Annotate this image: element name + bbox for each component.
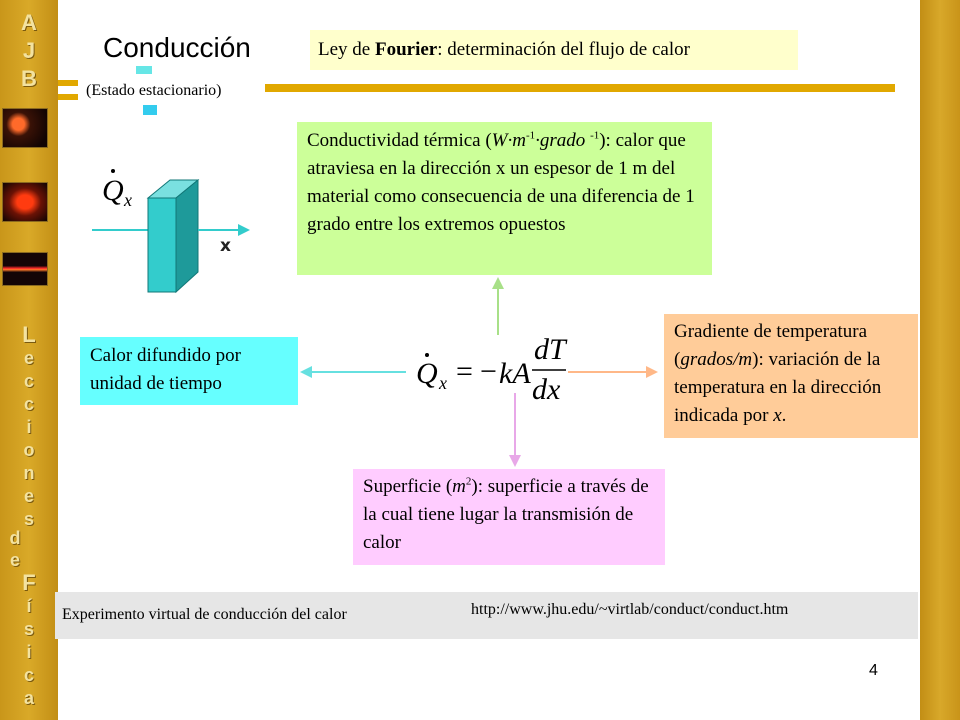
sidebar-vertical-letter: F [22, 570, 36, 595]
virtual-experiment-label: Experimento virtual de conducción del calor [62, 606, 347, 623]
decor-bar-left-1 [58, 80, 78, 86]
virtual-experiment-link[interactable]: http://www.jhu.edu/~virtlab/conduct/conduct.htm [471, 601, 789, 618]
svg-text:Q: Q [416, 357, 438, 390]
decor-square-1 [136, 66, 152, 74]
heat-flow-dot [111, 169, 115, 173]
sidebar-vertical-letter: c [23, 665, 34, 685]
right-bar [920, 0, 960, 720]
sidebar-letter-a: A [21, 10, 37, 35]
fourier-equation [416, 333, 568, 406]
sidebar-vertical-letter: i [26, 417, 32, 437]
svg-text:−: − [480, 355, 497, 388]
sidebar-vertical-letter: L [22, 322, 36, 347]
temperature-gradient-box: Gradiente de temperatura (grados/m): variación de la temperatura en la dirección indicada por x. [664, 314, 918, 438]
sidebar-vertical-letter: c [23, 371, 34, 391]
arrow-to-gradient-head [646, 366, 658, 378]
fourier-law-header: Ley de Fourier: determinación del flujo de calor [310, 30, 798, 70]
svg-text:=: = [456, 355, 473, 388]
header-rule [265, 84, 895, 92]
sidebar-vertical-letter: s [23, 509, 34, 529]
svg-text:dx: dx [532, 373, 561, 406]
sidebar-vertical-letter: a [23, 688, 34, 708]
svg-text:dT: dT [534, 333, 566, 366]
sidebar-vertical-letter: n [23, 463, 35, 483]
thermal-conductivity-box: Conductividad térmica ($W\cdot m^{-1}\cdot grado$ $^{-1}$): calor que atraviesa en la dirección x un espesor de 1 m del material como consecuencia de una diferencia de 1 grado entre los extremos opuestos [297, 122, 712, 275]
decor-square-2 [143, 105, 157, 115]
sidebar-image-3 [2, 252, 48, 286]
sidebar-letter-j: J [22, 38, 36, 63]
heat-flow-symbol: Q [102, 174, 124, 207]
sidebar-vertical-letter: e [9, 550, 20, 570]
sidebar-letter-b: B [21, 66, 37, 91]
page-title: Conducción [103, 32, 251, 63]
page-number: 4 [869, 662, 878, 679]
arrow-to-heat-head [300, 366, 312, 378]
page-subtitle: (Estado estacionario) [86, 82, 222, 99]
sidebar-vertical-letter: o [23, 440, 35, 460]
sidebar-image-1 [2, 108, 48, 148]
sidebar-vertical-letter: e [23, 486, 34, 506]
slab-diagram [80, 150, 270, 300]
arrow-to-conductivity-head [492, 277, 504, 289]
sidebar-vertical-letter: i [26, 642, 32, 662]
decor-bar-left-2 [58, 94, 78, 100]
fourier-equation-diagram [290, 275, 670, 475]
sidebar [0, 0, 58, 720]
sidebar-vertical-letter: í [26, 596, 32, 616]
sidebar-vertical-letter: e [23, 348, 34, 368]
sidebar-image-2 [2, 182, 48, 222]
sidebar-vertical-letter: s [23, 619, 34, 639]
slab-front-face [148, 198, 176, 292]
flow-arrowhead [238, 224, 250, 236]
surface-area-box: Superficie $(m^2)$: superficie a través de la cual tiene lugar la transmisión de calor [353, 469, 665, 565]
sidebar-vertical-letter: d [9, 528, 21, 548]
heat-flow-subscript: x [124, 190, 132, 210]
axis-label-x: x [220, 236, 231, 256]
arrow-to-surface-head [509, 455, 521, 467]
sidebar-vertical-letter: c [23, 394, 34, 414]
svg-text:kA: kA [499, 357, 531, 390]
svg-text:x: x [439, 373, 447, 393]
heat-flow-box: Calor difundido por unidad de tiempo [80, 337, 298, 405]
slab-side-face [176, 180, 198, 292]
